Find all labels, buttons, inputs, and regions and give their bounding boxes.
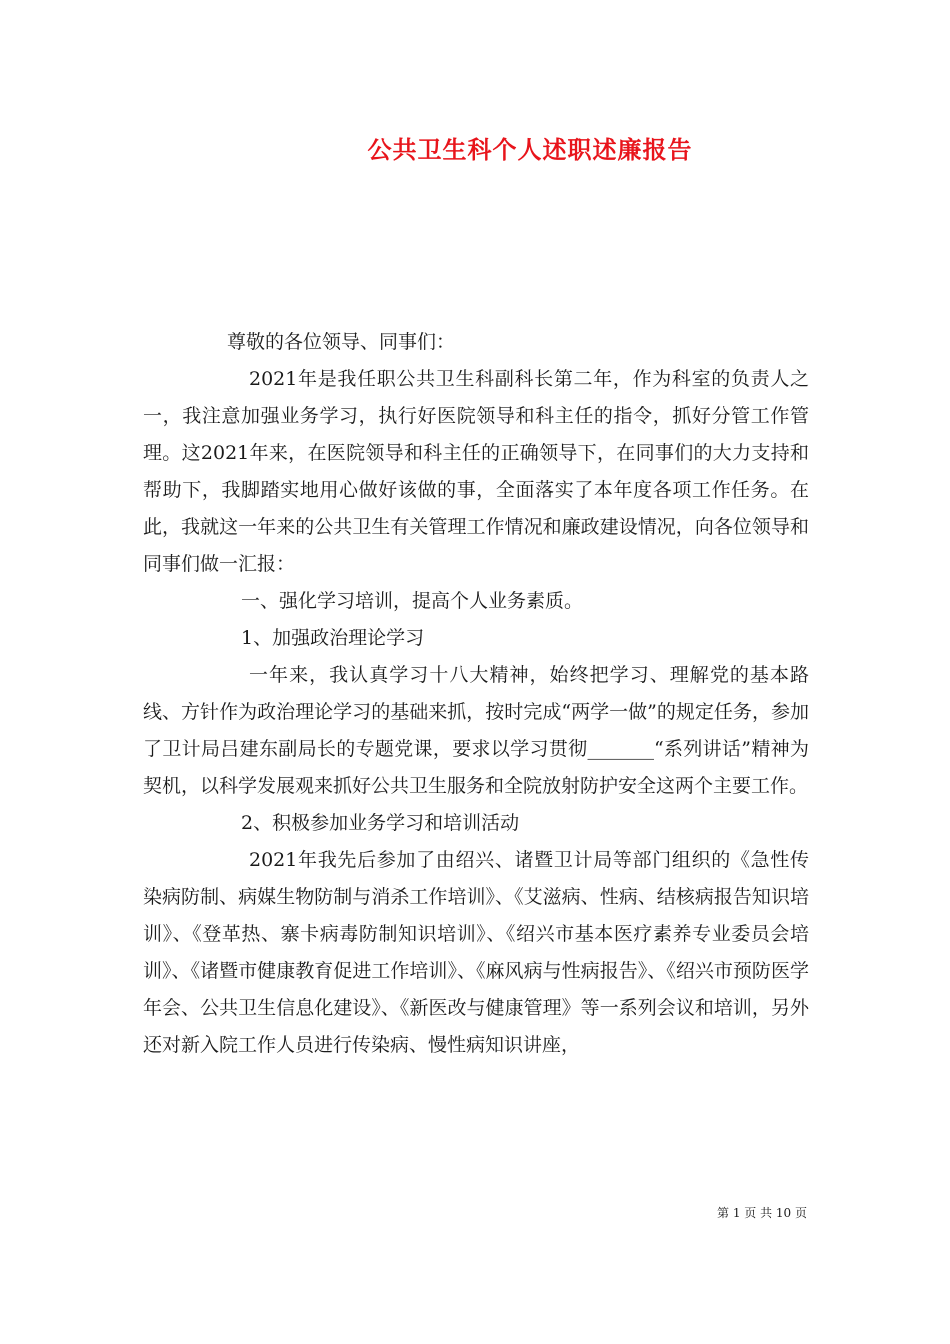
page-number-footer: 第 1 页 共 10 页: [717, 1206, 807, 1220]
section-heading-1: 一、强化学习培训，提高个人业务素质。: [241, 590, 584, 612]
paragraph-political-study: 一年来，我认真学习十八大精神，始终把学习、理解党的基本路线、方针作为政治理论学习的基础来抓，按时完成“两学一做”的规定任务，参加了卫计局吕建东副局长的专题党课，要求以学习贯彻_______“系列讲话”精神为契机，以科学发展观来抓好公共卫生服务和全院放射防护安全这两个主要工作。: [143, 664, 809, 797]
subheading-2: 2、积极参加业务学习和培训活动: [241, 812, 520, 834]
document-title: 公共卫生科个人述职述廉报告: [367, 135, 693, 164]
document-body: [143, 324, 809, 1064]
paragraph-training: 2021年我先后参加了由绍兴、诸暨卫计局等部门组织的《急性传染病防制、病媒生物防制与消杀工作培训》、《艾滋病、性病、结核病报告知识培训》、《登革热、寨卡病毒防制知识培训》、《绍兴市基本医疗素养专业委员会培训》、《诸暨市健康教育促进工作培训》、《麻风病与性病报告》、《绍兴市预防医学年会、公共卫生信息化建设》、《新医改与健康管理》等一系列会议和培训，另外还对新入院工作人员进行传染病、慢性病知识讲座，: [143, 849, 809, 1056]
salutation: 尊敬的各位领导、同事们：: [227, 331, 456, 353]
subheading-1: 1、加强政治理论学习: [241, 627, 425, 649]
paragraph-intro: 2021年是我任职公共卫生科副科长第二年，作为科室的负责人之一，我注意加强业务学习，执行好医院领导和科主任的指令，抓好分管工作管理。这2021年来，在医院领导和科主任的正确领导下，在同事们的大力支持和帮助下，我脚踏实地用心做好该做的事，全面落实了本年度各项工作任务。在此，我就这一年来的公共卫生有关管理工作情况和廉政建设情况，向各位领导和同事们做一汇报：: [143, 368, 809, 575]
